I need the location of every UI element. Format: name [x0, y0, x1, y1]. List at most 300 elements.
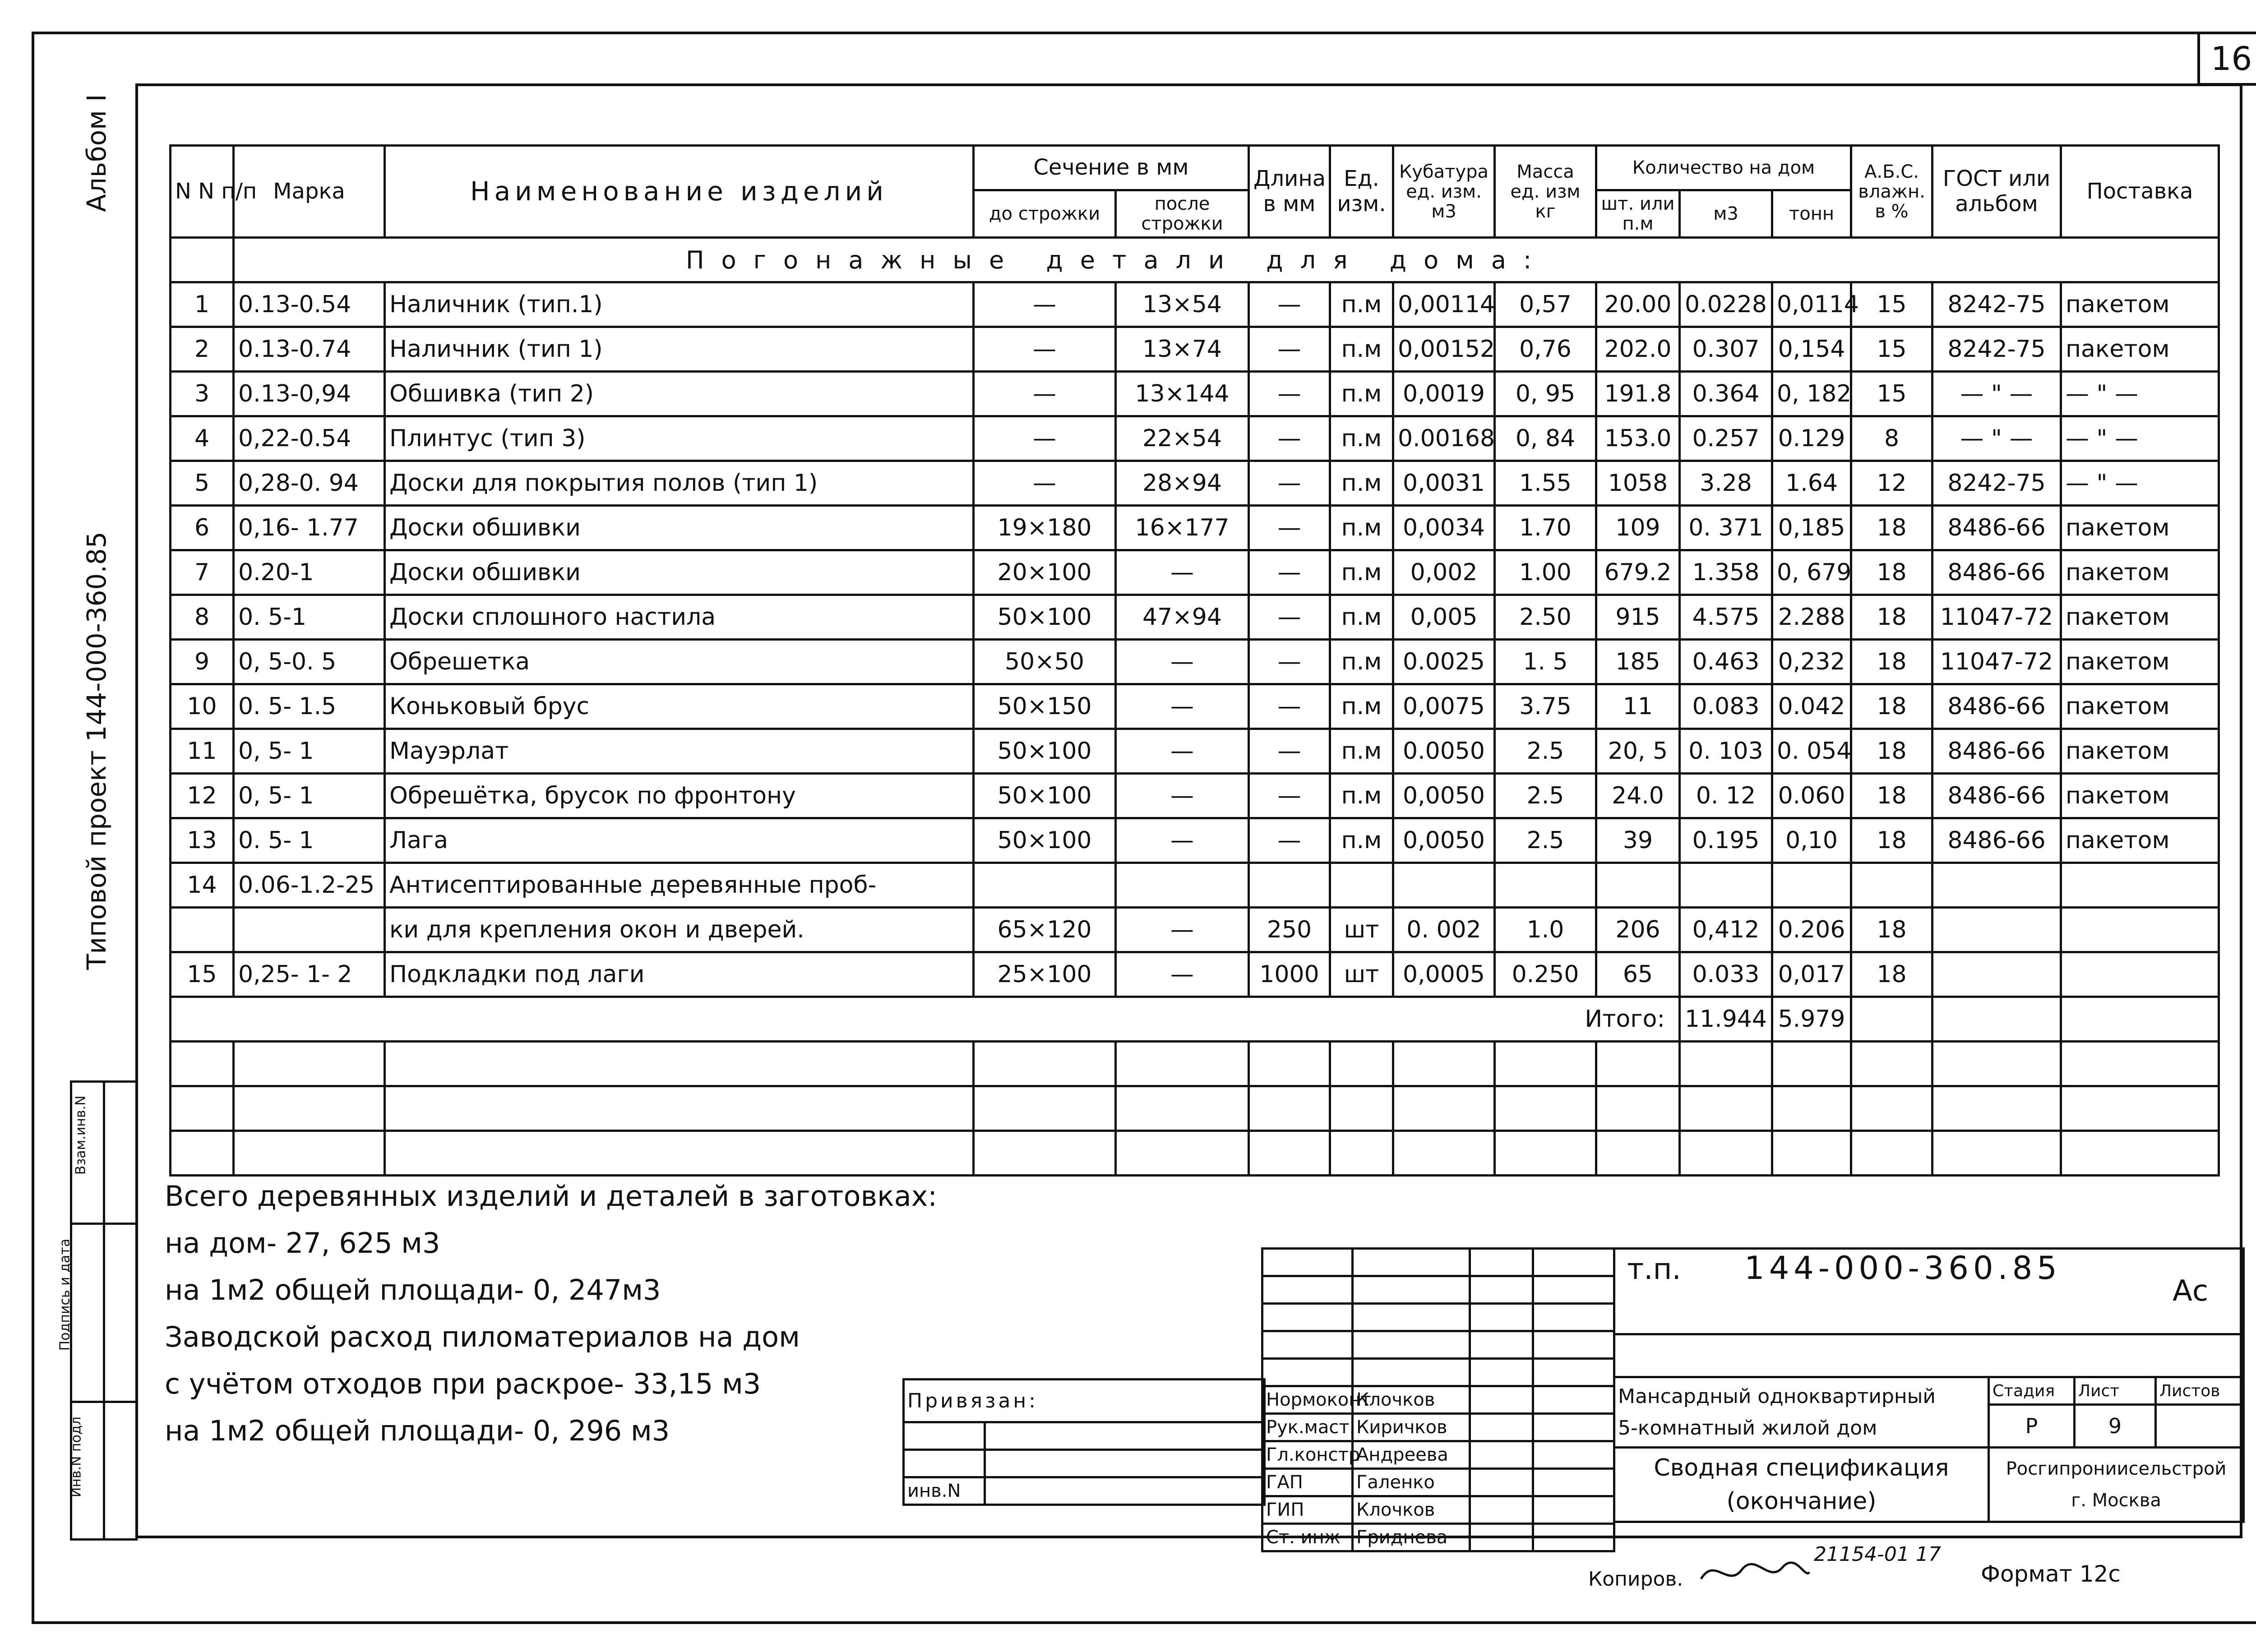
cell-gost: 11047-72 [1932, 595, 2061, 640]
cell-q2: 0. 103 [1680, 729, 1772, 774]
cell-gost [1932, 908, 2061, 952]
cell-name: Обрешетка [385, 640, 974, 684]
cell-q1: 915 [1596, 595, 1680, 640]
cell-marka: 0,16- 1.77 [234, 506, 385, 550]
cell-name: Коньковый брус [385, 684, 974, 729]
cell-abc: 18 [1851, 952, 1932, 997]
cell-gost [1932, 952, 2061, 997]
cell-q1: 65 [1596, 952, 1680, 997]
cell-q3: 0.129 [1772, 416, 1851, 461]
cell-q2: 0.257 [1680, 416, 1772, 461]
cell-mass: 0, 84 [1495, 416, 1596, 461]
cell-n: 4 [171, 416, 234, 461]
cell-q3: 0.206 [1772, 908, 1851, 952]
cell-q1: 24.0 [1596, 774, 1680, 818]
header-section-after: после строжки [1116, 190, 1249, 238]
cell-q3: 0. 054 [1772, 729, 1851, 774]
cell-vol: 0.0050 [1393, 729, 1495, 774]
cell-supply: — " — [2061, 372, 2219, 416]
sheet-title-line2: (окончание) [1726, 1488, 1877, 1515]
cell-mass: 2.5 [1495, 774, 1596, 818]
cell-name: ки для крепления окон и дверей. [385, 908, 974, 952]
cell-before: — [974, 372, 1116, 416]
cell-after: — [1116, 550, 1249, 595]
cell-vol: 0,0005 [1393, 952, 1495, 997]
cell-unit: п.м [1330, 595, 1393, 640]
cell-unit: п.м [1330, 506, 1393, 550]
cell-q1 [1596, 863, 1680, 908]
cell-vol: 0.00168 [1393, 416, 1495, 461]
copyist-signature [1697, 1552, 1814, 1592]
cell-unit: п.м [1330, 818, 1393, 863]
cell-supply [2061, 863, 2219, 908]
cell-gost: 8242-75 [1932, 327, 2061, 372]
cell-before: — [974, 327, 1116, 372]
cell-before: 50×100 [974, 818, 1116, 863]
role-cell: Гл.констр [1262, 1441, 1353, 1469]
cell-n: 1 [171, 282, 234, 327]
cell-n: 12 [171, 774, 234, 818]
cell-abc: 18 [1851, 818, 1932, 863]
cell-q1: 109 [1596, 506, 1680, 550]
cell-name: Мауэрлат [385, 729, 974, 774]
cell-unit: п.м [1330, 640, 1393, 684]
cell-name: Наличник (тип 1) [385, 327, 974, 372]
cell-supply: пакетом [2061, 684, 2219, 729]
cell-supply: пакетом [2061, 774, 2219, 818]
header-name: Наименование изделий [385, 146, 974, 238]
cell-marka: 0.13-0.74 [234, 327, 385, 372]
header-unit: Ед. изм. [1330, 146, 1393, 238]
table-row [171, 595, 2219, 640]
cell-marka: 0.13-0.54 [234, 282, 385, 327]
cell-len: — [1249, 595, 1330, 640]
cell-after: 13×144 [1116, 372, 1249, 416]
cell-mass: 2.50 [1495, 595, 1596, 640]
cell-after [1116, 863, 1249, 908]
cell-gost [1932, 863, 2061, 908]
header-qty-m3: м3 [1680, 190, 1772, 238]
header-abc: А.Б.С. влажн. в % [1851, 146, 1932, 238]
cell-q2: 0,412 [1680, 908, 1772, 952]
cell-supply [2061, 908, 2219, 952]
cell-q3: 0,185 [1772, 506, 1851, 550]
cell-after: — [1116, 818, 1249, 863]
stage-value: Р [1989, 1405, 2075, 1448]
header-qty-units: шт. или п.м [1596, 190, 1680, 238]
cell-n: 5 [171, 461, 234, 506]
table-row [171, 506, 2219, 550]
role-cell: Нормоконт [1262, 1386, 1353, 1414]
cell-q1: 202.0 [1596, 327, 1680, 372]
cell-name: Доски для покрытия полов (тип 1) [385, 461, 974, 506]
cell-abc: 8 [1851, 416, 1932, 461]
cell-vol: 0,0019 [1393, 372, 1495, 416]
cell-mass: 0, 95 [1495, 372, 1596, 416]
cell-n: 9 [171, 640, 234, 684]
cell-q3: 1.64 [1772, 461, 1851, 506]
cell-n: 6 [171, 506, 234, 550]
total-t: 5.979 [1772, 997, 1851, 1042]
cell-n: 10 [171, 684, 234, 729]
table-row [171, 863, 2219, 908]
cell-q3: 0.042 [1772, 684, 1851, 729]
cell-after: 16×177 [1116, 506, 1249, 550]
cell-unit: шт [1330, 952, 1393, 997]
title-block [1613, 1247, 2245, 1523]
header-mass: Масса ед. изм кг [1495, 146, 1596, 238]
cell-before: — [974, 282, 1116, 327]
table-row [171, 952, 2219, 997]
cell-mass: 1.70 [1495, 506, 1596, 550]
total-label: Итого: [171, 997, 1680, 1042]
cell-supply: пакетом [2061, 282, 2219, 327]
cell-unit: п.м [1330, 550, 1393, 595]
cell-abc: 18 [1851, 908, 1932, 952]
cell-name: Доски обшивки [385, 506, 974, 550]
stage-label: Стадия [1989, 1377, 2075, 1405]
cell-marka: 0,22-0.54 [234, 416, 385, 461]
cell-marka: 0, 5- 1 [234, 729, 385, 774]
cell-marka: 0.06-1.2-25 [234, 863, 385, 908]
cell-name: Обрешётка, брусок по фронтону [385, 774, 974, 818]
cell-len: 250 [1249, 908, 1330, 952]
header-qty: Количество на дом [1596, 146, 1851, 190]
cell-abc: 15 [1851, 282, 1932, 327]
binding-label: Привязан: [904, 1380, 1265, 1422]
cell-q1: 191.8 [1596, 372, 1680, 416]
copied-label: Копиров. [1588, 1568, 1683, 1591]
cell-supply: пакетом [2061, 506, 2219, 550]
cell-abc [1851, 863, 1932, 908]
cell-supply: пакетом [2061, 818, 2219, 863]
table-row [171, 282, 2219, 327]
table-row [171, 729, 2219, 774]
org-line2: г. Москва [2071, 1490, 2161, 1511]
cell-mass: 2.5 [1495, 818, 1596, 863]
cell-len: — [1249, 372, 1330, 416]
cell-q2: 0.033 [1680, 952, 1772, 997]
cell-q2 [1680, 863, 1772, 908]
cell-supply: пакетом [2061, 595, 2219, 640]
cell-q3: 0, 679 [1772, 550, 1851, 595]
cell-after: 47×94 [1116, 595, 1249, 640]
table-row [171, 908, 2219, 952]
binding-block [902, 1378, 1266, 1506]
cell-unit: п.м [1330, 327, 1393, 372]
cell-after: 22×54 [1116, 416, 1249, 461]
cell-abc: 15 [1851, 372, 1932, 416]
cell-marka: 0.20-1 [234, 550, 385, 595]
cell-after: — [1116, 774, 1249, 818]
cell-len: — [1249, 550, 1330, 595]
cell-unit: п.м [1330, 282, 1393, 327]
inv-label: инв.N [904, 1477, 985, 1505]
cell-q2: 0. 12 [1680, 774, 1772, 818]
cell-q1: 20, 5 [1596, 729, 1680, 774]
cell-marka: 0,28-0. 94 [234, 461, 385, 506]
cell-name: Плинтус (тип 3) [385, 416, 974, 461]
cell-unit: п.м [1330, 416, 1393, 461]
side-stamp [57, 1080, 138, 1541]
cell-q1: 206 [1596, 908, 1680, 952]
cell-after: 13×54 [1116, 282, 1249, 327]
cell-unit: п.м [1330, 774, 1393, 818]
doc-code-label: т.п. [1627, 1253, 1681, 1286]
cell-name: Лага [385, 818, 974, 863]
name-cell: Гриднева [1353, 1524, 1470, 1551]
header-section: Сечение в мм [974, 146, 1249, 190]
cell-name: Доски обшивки [385, 550, 974, 595]
cell-q3: 0, 182 [1772, 372, 1851, 416]
note-line: Всего деревянных изделий и деталей в заготовках: [165, 1180, 938, 1213]
cell-vol: 0.0025 [1393, 640, 1495, 684]
cell-name: Доски сплошного настила [385, 595, 974, 640]
cell-marka: 0. 5- 1 [234, 818, 385, 863]
cell-abc: 18 [1851, 595, 1932, 640]
header-qty-t: тонн [1772, 190, 1851, 238]
cell-q2: 0.463 [1680, 640, 1772, 684]
cell-gost: 11047-72 [1932, 640, 2061, 684]
table-row [171, 372, 2219, 416]
note-line: на 1м2 общей площади- 0, 247м3 [165, 1274, 661, 1306]
cell-gost: 8486-66 [1932, 729, 2061, 774]
cell-q1: 153.0 [1596, 416, 1680, 461]
cell-q3: 0.060 [1772, 774, 1851, 818]
table-row [171, 461, 2219, 506]
cell-supply: пакетом [2061, 327, 2219, 372]
sheet-label: Лист [2075, 1377, 2156, 1405]
cell-abc: 18 [1851, 774, 1932, 818]
cell-after: — [1116, 729, 1249, 774]
cell-unit: п.м [1330, 729, 1393, 774]
specification-table [169, 144, 2220, 1177]
name-cell: Галенко [1353, 1469, 1470, 1496]
cell-vol: 0,002 [1393, 550, 1495, 595]
cell-mass: 1.55 [1495, 461, 1596, 506]
cell-q3 [1772, 863, 1851, 908]
cell-q1: 679.2 [1596, 550, 1680, 595]
cell-n: 7 [171, 550, 234, 595]
cell-gost: 8486-66 [1932, 506, 2061, 550]
notes-block [165, 1173, 937, 1454]
cell-marka: 0. 5- 1.5 [234, 684, 385, 729]
cell-q2: 0.0228 [1680, 282, 1772, 327]
album-label: Альбом I [81, 94, 112, 212]
signatures-block [1261, 1247, 1615, 1552]
cell-len: 1000 [1249, 952, 1330, 997]
stamp-cell: Подпись и дата [57, 1238, 73, 1351]
cell-n: 13 [171, 818, 234, 863]
cell-marka [234, 908, 385, 952]
cell-unit: п.м [1330, 461, 1393, 506]
cell-gost: 8486-66 [1932, 684, 2061, 729]
cell-abc: 18 [1851, 729, 1932, 774]
cell-after: 28×94 [1116, 461, 1249, 506]
cell-len: — [1249, 818, 1330, 863]
cell-q2: 0.083 [1680, 684, 1772, 729]
cell-gost: 8486-66 [1932, 818, 2061, 863]
cell-unit: п.м [1330, 684, 1393, 729]
table-row [171, 640, 2219, 684]
cell-after: — [1116, 640, 1249, 684]
cell-len: — [1249, 506, 1330, 550]
name-cell: Киричков [1353, 1414, 1470, 1441]
cell-supply: пакетом [2061, 550, 2219, 595]
cell-vol: 0. 002 [1393, 908, 1495, 952]
cell-q2: 0.195 [1680, 818, 1772, 863]
doc-code: 144-000-360.85 [1744, 1250, 2062, 1287]
note-line: с учётом отходов при раскрое- 33,15 м3 [165, 1367, 761, 1400]
cell-abc: 15 [1851, 327, 1932, 372]
cell-vol: 0,0031 [1393, 461, 1495, 506]
role-cell: ГИП [1262, 1496, 1353, 1524]
cell-name: Обшивка (тип 2) [385, 372, 974, 416]
cell-mass: 1. 5 [1495, 640, 1596, 684]
cell-q1: 185 [1596, 640, 1680, 684]
sheet-title-line1: Сводная спецификация [1654, 1454, 1949, 1481]
cell-q2: 3.28 [1680, 461, 1772, 506]
stamp-cell: Взам.инв.N [73, 1095, 89, 1175]
cell-mass: 0,57 [1495, 282, 1596, 327]
page-number: 16 [2197, 34, 2256, 86]
cell-before: 25×100 [974, 952, 1116, 997]
cell-len: — [1249, 684, 1330, 729]
cell-gost: 8242-75 [1932, 461, 2061, 506]
cell-q1: 20.00 [1596, 282, 1680, 327]
header-num: N N п/п [171, 146, 234, 238]
cell-supply: пакетом [2061, 729, 2219, 774]
cell-supply: пакетом [2061, 640, 2219, 684]
section-title: Погонажные детали для дома: [234, 238, 2219, 282]
cell-gost: 8486-66 [1932, 550, 2061, 595]
cell-before: 65×120 [974, 908, 1116, 952]
cell-gost: 8486-66 [1932, 774, 2061, 818]
cell-q3: 0,10 [1772, 818, 1851, 863]
cell-q2: 1.358 [1680, 550, 1772, 595]
cell-unit: шт [1330, 908, 1393, 952]
cell-mass: 1.00 [1495, 550, 1596, 595]
cell-len: — [1249, 416, 1330, 461]
table-row [171, 550, 2219, 595]
cell-before: 50×150 [974, 684, 1116, 729]
cell-marka: 0,25- 1- 2 [234, 952, 385, 997]
role-cell: Ст. инж [1262, 1524, 1353, 1551]
table-row [171, 684, 2219, 729]
cell-abc: 18 [1851, 684, 1932, 729]
cell-q2: 0. 371 [1680, 506, 1772, 550]
project-label: Типовой проект 144-000-360.85 [81, 531, 112, 970]
header-volume: Кубатура ед. изм. м3 [1393, 146, 1495, 238]
cell-vol: 0,00114 [1393, 282, 1495, 327]
cell-mass: 0.250 [1495, 952, 1596, 997]
cell-before: 50×100 [974, 774, 1116, 818]
cell-q1: 1058 [1596, 461, 1680, 506]
cell-vol [1393, 863, 1495, 908]
cell-n: 14 [171, 863, 234, 908]
cell-q1: 39 [1596, 818, 1680, 863]
cell-before: 50×100 [974, 729, 1116, 774]
building-line1: Мансардный одноквартирный [1618, 1384, 1936, 1408]
cell-q2: 0.364 [1680, 372, 1772, 416]
cell-q3: 0,0114 [1772, 282, 1851, 327]
header-supply: Поставка [2061, 146, 2219, 238]
cell-q3: 2.288 [1772, 595, 1851, 640]
cell-vol: 0,0034 [1393, 506, 1495, 550]
cell-abc: 18 [1851, 506, 1932, 550]
role-cell: ГАП [1262, 1469, 1353, 1496]
cell-q1: 11 [1596, 684, 1680, 729]
cell-len: — [1249, 774, 1330, 818]
cell-len: — [1249, 282, 1330, 327]
cell-mass: 2.5 [1495, 729, 1596, 774]
cell-vol: 0,00152 [1393, 327, 1495, 372]
cell-after: — [1116, 684, 1249, 729]
cell-gost: — " — [1932, 372, 2061, 416]
cell-len: — [1249, 640, 1330, 684]
cell-n [171, 908, 234, 952]
cell-mass: 1.0 [1495, 908, 1596, 952]
order-number: 21154-01 17 [1814, 1543, 1941, 1566]
table-row [171, 327, 2219, 372]
cell-q2: 0.307 [1680, 327, 1772, 372]
cell-before: 20×100 [974, 550, 1116, 595]
cell-supply: — " — [2061, 461, 2219, 506]
cell-n: 8 [171, 595, 234, 640]
name-cell: Клочков [1353, 1386, 1470, 1414]
note-line: на 1м2 общей площади- 0, 296 м3 [165, 1414, 670, 1447]
cell-before: 50×50 [974, 640, 1116, 684]
cell-marka: 0. 5-1 [234, 595, 385, 640]
cell-marka: 0, 5-0. 5 [234, 640, 385, 684]
cell-before: — [974, 416, 1116, 461]
cell-after: — [1116, 952, 1249, 997]
format-label: Формат 12с [1981, 1561, 2121, 1587]
cell-supply: — " — [2061, 416, 2219, 461]
cell-len: — [1249, 729, 1330, 774]
cell-abc: 12 [1851, 461, 1932, 506]
cell-abc: 18 [1851, 640, 1932, 684]
name-cell: Клочков [1353, 1496, 1470, 1524]
cell-vol: 0,0050 [1393, 774, 1495, 818]
sheet-value: 9 [2075, 1405, 2156, 1448]
cell-len: — [1249, 461, 1330, 506]
cell-abc: 18 [1851, 550, 1932, 595]
cell-marka: 0.13-0,94 [234, 372, 385, 416]
cell-n: 11 [171, 729, 234, 774]
cell-before: — [974, 461, 1116, 506]
cell-before [974, 863, 1116, 908]
cell-n: 15 [171, 952, 234, 997]
cell-q2: 4.575 [1680, 595, 1772, 640]
cell-q3: 0,017 [1772, 952, 1851, 997]
cell-q3: 0,154 [1772, 327, 1851, 372]
header-length: Длина в мм [1249, 146, 1330, 238]
doc-suffix: Ас [2173, 1274, 2209, 1308]
cell-mass: 0,76 [1495, 327, 1596, 372]
cell-name: Антисептированные деревянные проб- [385, 863, 974, 908]
cell-len: — [1249, 327, 1330, 372]
cell-before: 19×180 [974, 506, 1116, 550]
header-marka: Марка [234, 146, 385, 238]
table-row [171, 774, 2219, 818]
cell-mass [1495, 863, 1596, 908]
cell-unit: п.м [1330, 372, 1393, 416]
cell-mass: 3.75 [1495, 684, 1596, 729]
cell-name: Подкладки под лаги [385, 952, 974, 997]
cell-q3: 0,232 [1772, 640, 1851, 684]
cell-gost: — " — [1932, 416, 2061, 461]
